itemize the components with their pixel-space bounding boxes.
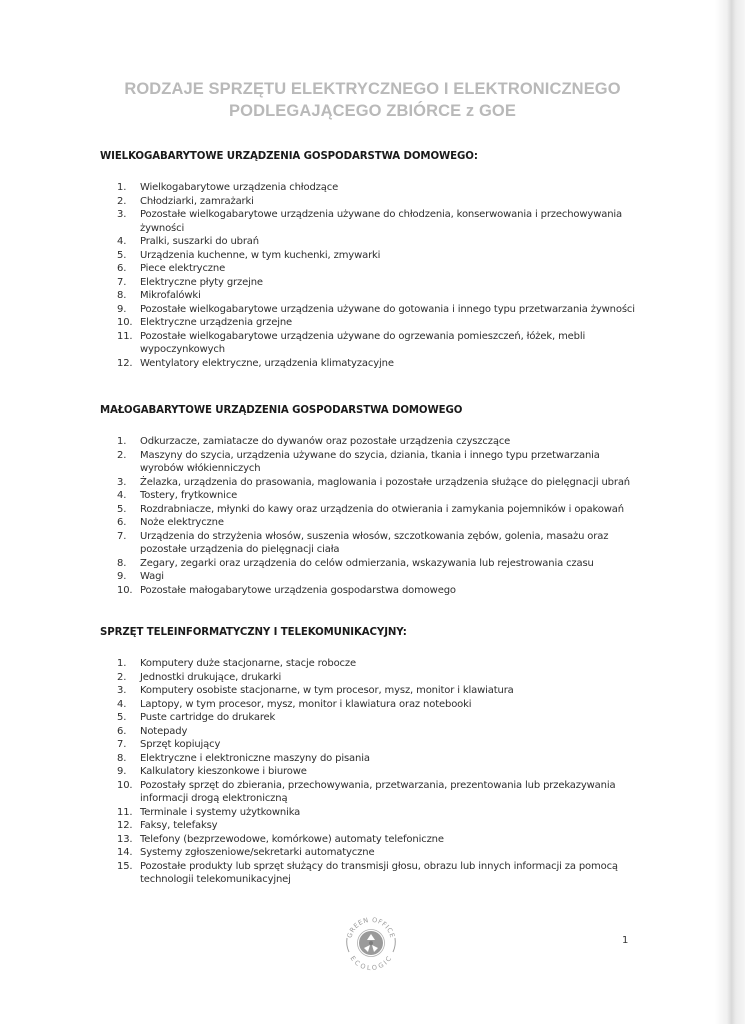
list-item bbox=[100, 262, 640, 276]
item-text: Zegary, zegarki oraz urządzenia do celów odmierzania, wskazywania lub rejestrowania czasu bbox=[140, 557, 594, 569]
item-number: 4. bbox=[117, 698, 127, 710]
item-text: Maszyny do szycia, urządzenia używane do szycia, dziania, tkania i innego typu przetwarzania wyrobów włókienniczych bbox=[140, 449, 600, 474]
item-text: Urządzenia do strzyżenia włosów, suszenia włosów, szczotkowania zębów, golenia, masażu oraz pozostałe urządzenia do pielęgnacji ciała bbox=[140, 530, 609, 555]
item-text: Tostery, frytkownice bbox=[140, 490, 238, 501]
item-number: 9. bbox=[117, 571, 127, 582]
item-number: 1. bbox=[117, 436, 127, 447]
item-number: 6. bbox=[117, 517, 127, 528]
list-item bbox=[100, 725, 640, 739]
recycle-icon bbox=[341, 912, 401, 972]
item-text: Jednostki drukujące, drukarki bbox=[140, 671, 282, 683]
item-text: Komputery osobiste stacjonarne, w tym procesor, mysz, monitor i klawiatura bbox=[140, 685, 514, 696]
item-text: Wielkogabarytowe urządzenia chłodzące bbox=[140, 182, 339, 193]
list-item bbox=[100, 530, 640, 557]
item-number: 2. bbox=[117, 671, 127, 683]
item-text: Faksy, telefaksy bbox=[140, 820, 218, 831]
item-number: 9. bbox=[117, 766, 127, 777]
list-item bbox=[100, 846, 640, 860]
item-number: 2. bbox=[117, 449, 127, 461]
item-text: Notepady bbox=[140, 725, 188, 737]
item-text: Elektryczne płyty grzejne bbox=[140, 276, 263, 288]
list-item bbox=[100, 698, 640, 712]
item-text: Pozostałe wielkogabarytowe urządzenia używane do chłodzenia, konserwowania i przechowywania żywności bbox=[140, 209, 622, 234]
item-number: 10. bbox=[117, 584, 133, 596]
list-item bbox=[100, 195, 640, 209]
item-number: 2. bbox=[117, 195, 127, 207]
list-item bbox=[100, 249, 640, 263]
item-text: Chłodziarki, zamrażarki bbox=[140, 195, 254, 207]
item-number: 14. bbox=[117, 847, 133, 858]
list-item bbox=[100, 752, 640, 766]
item-text: Pozostałe produkty lub sprzęt służący do transmisji głosu, obrazu lub innych informacji za pomocą technologii telekomunikacyjnej bbox=[140, 860, 618, 885]
item-number: 13. bbox=[117, 833, 133, 845]
item-text: Elektryczne i elektroniczne maszyny do pisania bbox=[140, 752, 370, 764]
item-text: Piece elektryczne bbox=[140, 263, 226, 274]
list-item bbox=[100, 276, 640, 290]
item-text: Mikrofalówki bbox=[140, 290, 201, 301]
item-number: 11. bbox=[117, 330, 133, 342]
item-text: Wentylatory elektryczne, urządzenia klimatyzacyjne bbox=[140, 357, 394, 369]
item-text: Pozostałe wielkogabarytowe urządzenia używane do gotowania i innego typu przetwarzania żywności bbox=[140, 303, 635, 315]
list-item bbox=[100, 289, 640, 303]
section-heading: WIELKOGABARYTOWE URZĄDZENIA GOSPODARSTWA DOMOWEGO: bbox=[100, 151, 478, 162]
item-number: 3. bbox=[117, 209, 127, 220]
item-text: Rozdrabniacze, młynki do kawy oraz urządzenia do otwierania i zamykania pojemników i opakowań bbox=[140, 503, 624, 515]
list-item bbox=[100, 449, 640, 476]
item-number: 1. bbox=[117, 658, 127, 669]
item-text: Systemy zgłoszeniowe/sekretarki automatyczne bbox=[140, 847, 375, 858]
item-text: Żelazka, urządzenia do prasowania, maglowania i pozostałe urządzenia służące do pielęgnacji ubrań bbox=[140, 476, 630, 488]
item-list bbox=[100, 181, 640, 370]
item-text: Telefony (bezprzewodowe, komórkowe) automaty telefoniczne bbox=[140, 833, 444, 845]
list-item bbox=[100, 684, 640, 698]
list-item bbox=[100, 181, 640, 195]
item-number: 10. bbox=[117, 317, 133, 328]
item-text: Wagi bbox=[140, 571, 164, 582]
item-number: 7. bbox=[117, 739, 127, 750]
list-item bbox=[100, 765, 640, 779]
item-text: Kalkulatory kieszonkowe i biurowe bbox=[140, 766, 307, 777]
list-item bbox=[100, 806, 640, 820]
list-item bbox=[100, 503, 640, 517]
item-list bbox=[100, 435, 640, 597]
item-text: Komputery duże stacjonarne, stacje robocze bbox=[140, 658, 356, 669]
list-item bbox=[100, 570, 640, 584]
item-number: 9. bbox=[117, 303, 127, 315]
item-number: 6. bbox=[117, 725, 127, 737]
list-item bbox=[100, 489, 640, 503]
list-item bbox=[100, 779, 640, 806]
title-line-2: PODLEGAJĄCEGO ZBIÓRCE z GOE bbox=[229, 102, 516, 120]
document-title bbox=[0, 78, 745, 122]
list-item bbox=[100, 711, 640, 725]
item-text: Pozostały sprzęt do zbierania, przechowywania, przetwarzania, prezentowania lub przekazywania informacji drogą elektroniczną bbox=[140, 779, 616, 804]
item-number: 5. bbox=[117, 249, 127, 261]
item-number: 11. bbox=[117, 806, 133, 818]
item-number: 7. bbox=[117, 530, 127, 542]
green-office-ecologic-logo bbox=[341, 912, 401, 972]
item-number: 3. bbox=[117, 685, 127, 696]
item-text: Urządzenia kuchenne, w tym kuchenki, zmywarki bbox=[140, 249, 381, 261]
list-item bbox=[100, 557, 640, 571]
list-item bbox=[100, 860, 640, 887]
list-item bbox=[100, 303, 640, 317]
list-item bbox=[100, 516, 640, 530]
list-item bbox=[100, 738, 640, 752]
item-text: Odkurzacze, zamiatacze do dywanów oraz pozostałe urządzenia czyszczące bbox=[140, 436, 511, 447]
item-text: Pozostałe małogabarytowe urządzenia gospodarstwa domowego bbox=[140, 584, 456, 596]
item-number: 15. bbox=[117, 860, 133, 872]
list-item bbox=[100, 819, 640, 833]
item-number: 6. bbox=[117, 263, 127, 274]
item-text: Pralki, suszarki do ubrań bbox=[140, 236, 259, 247]
scan-paper-edge bbox=[715, 0, 745, 1024]
list-item bbox=[100, 671, 640, 685]
section-large-household-appliances bbox=[100, 151, 640, 370]
section-it-telecom-equipment bbox=[100, 627, 640, 887]
list-item bbox=[100, 208, 640, 235]
list-item bbox=[100, 833, 640, 847]
section-small-household-appliances bbox=[100, 405, 640, 597]
list-item bbox=[100, 435, 640, 449]
item-text: Elektryczne urządzenia grzejne bbox=[140, 317, 293, 328]
item-number: 12. bbox=[117, 820, 133, 831]
item-number: 10. bbox=[117, 779, 133, 791]
item-number: 8. bbox=[117, 290, 127, 301]
item-number: 3. bbox=[117, 476, 127, 488]
item-number: 4. bbox=[117, 236, 127, 247]
list-item bbox=[100, 330, 640, 357]
svg-text:ECOLOGIC: ECOLOGIC bbox=[348, 954, 394, 972]
item-text: Puste cartridge do drukarek bbox=[140, 712, 276, 723]
item-text: Laptopy, w tym procesor, mysz, monitor i klawiatura oraz notebooki bbox=[140, 698, 472, 710]
section-heading: SPRZĘT TELEINFORMATYCZNY I TELEKOMUNIKACYJNY: bbox=[100, 627, 407, 638]
item-number: 5. bbox=[117, 712, 127, 723]
item-number: 4. bbox=[117, 490, 127, 501]
page-number: 1 bbox=[622, 935, 629, 946]
section-heading: MAŁOGABARYTOWE URZĄDZENIA GOSPODARSTWA DOMOWEGO bbox=[100, 405, 463, 416]
item-text: Terminale i systemy użytkownika bbox=[140, 806, 301, 818]
title-line-1: RODZAJE SPRZĘTU ELEKTRYCZNEGO I ELEKTRONICZNEGO bbox=[124, 80, 621, 98]
list-item bbox=[100, 476, 640, 490]
svg-text:GREEN OFFICE: GREEN OFFICE bbox=[345, 915, 397, 939]
item-number: 7. bbox=[117, 276, 127, 288]
item-text: Pozostałe wielkogabarytowe urządzenia używane do ogrzewania pomieszczeń, łóżek, mebli wypoczynkowych bbox=[140, 330, 586, 355]
item-text: Sprzęt kopiujący bbox=[140, 739, 221, 750]
list-item bbox=[100, 657, 640, 671]
item-text: Noże elektryczne bbox=[140, 517, 224, 528]
item-number: 12. bbox=[117, 357, 133, 369]
item-number: 1. bbox=[117, 182, 127, 193]
item-number: 8. bbox=[117, 752, 127, 764]
list-item bbox=[100, 316, 640, 330]
list-item bbox=[100, 584, 640, 598]
list-item bbox=[100, 235, 640, 249]
item-list bbox=[100, 657, 640, 887]
list-item bbox=[100, 357, 640, 371]
item-number: 5. bbox=[117, 503, 127, 515]
item-number: 8. bbox=[117, 557, 127, 569]
